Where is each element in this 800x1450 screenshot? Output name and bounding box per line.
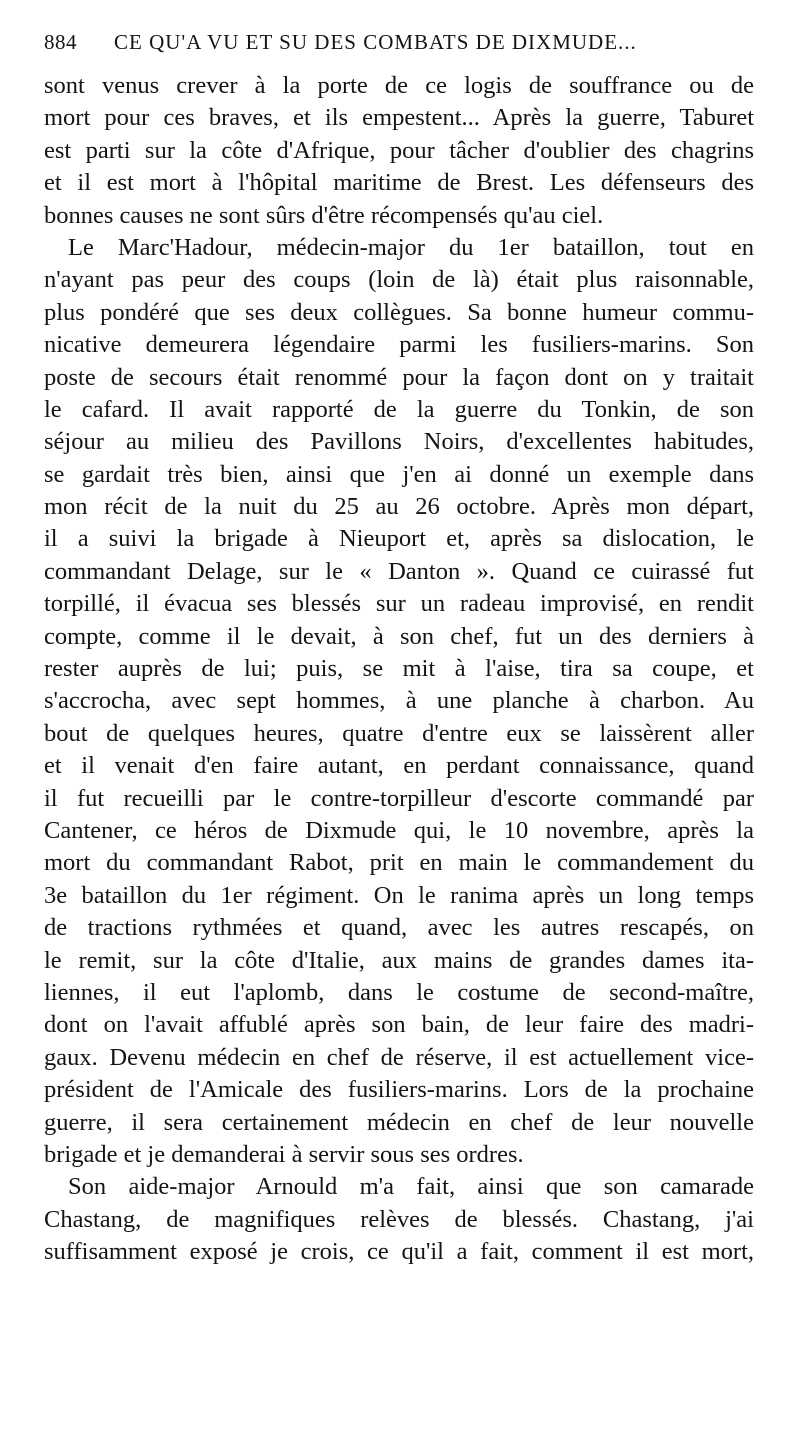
text-line: sont venus crever à la porte de ce logis de souffrance ou de <box>44 72 754 99</box>
running-title: CE QU'A VU ET SU DES COMBATS DE DIXMUDE... <box>114 30 637 54</box>
text-line: est parti sur la côte d'Afrique, pour tâcher d'oublier des chagrins <box>44 136 754 164</box>
text-line: liennes, il eut l'aplomb, dans le costume de second-maître, <box>44 978 754 1006</box>
text-line: le cafard. Il avait rapporté de la guerre du Tonkin, de son <box>44 395 754 423</box>
text-line: président de l'Amicale des fusiliers-marins. Lors de la prochaine <box>44 1076 754 1104</box>
text-line: nicative demeurera légendaire parmi les fusiliers-marins. Son <box>44 331 754 359</box>
text-line: se gardait très bien, ainsi que j'en ai donné un exemple dans <box>44 460 754 488</box>
text-line: il a suivi la brigade à Nieuport et, après sa dislocation, le <box>44 525 754 553</box>
body-text <box>44 70 754 1268</box>
text-line: n'ayant pas peur des coups (loin de là) était plus raisonnable, <box>44 266 754 294</box>
text-line: Le Marc'Hadour, médecin-major du 1er bataillon, tout en <box>68 233 754 261</box>
text-line: poste de secours était renommé pour la façon dont on y traitait <box>44 363 754 391</box>
text-line: séjour au milieu des Pavillons Noirs, d'excellentes habitudes, <box>44 428 754 456</box>
text-line: de tractions rythmées et quand, avec les autres rescapés, on <box>44 914 754 942</box>
text-line: mort du commandant Rabot, prit en main le commandement du <box>44 849 754 877</box>
text-line: il fut recueilli par le contre-torpilleur d'escorte commandé par <box>44 784 754 812</box>
page-number: 884 <box>44 30 77 54</box>
text-line: mon récit de la nuit du 25 au 26 octobre. Après mon départ, <box>44 493 754 521</box>
text-line: rester auprès de lui; puis, se mit à l'aise, tira sa coupe, et <box>44 655 754 683</box>
text-line: gaux. Devenu médecin en chef de réserve, il est actuellement vice- <box>44 1043 754 1071</box>
text-line: brigade et je demanderai à servir sous ses ordres. <box>44 1140 524 1168</box>
text-line: bonnes causes ne sont sûrs d'être récompensés qu'au ciel. <box>44 201 604 229</box>
text-line: commandant Delage, sur le « Danton ». Quand ce cuirassé fut <box>44 557 754 585</box>
text-line: Cantener, ce héros de Dixmude qui, le 10 novembre, après la <box>44 816 754 844</box>
book-page <box>44 30 754 1268</box>
text-line: compte, comme il le devait, à son chef, fut un des derniers à <box>44 622 754 650</box>
text-line: et il venait d'en faire autant, en perdant connaissance, quand <box>44 752 754 780</box>
text-line: guerre, il sera certainement médecin en chef de leur nouvelle <box>44 1108 754 1136</box>
text-line: Son aide-major Arnould m'a fait, ainsi que son camarade <box>68 1173 754 1201</box>
text-line: suffisamment exposé je crois, ce qu'il a fait, comment il est mort, <box>44 1238 754 1266</box>
text-line: 3e bataillon du 1er régiment. On le ranima après un long temps <box>44 881 754 909</box>
text-line: plus pondéré que ses deux collègues. Sa bonne humeur commu- <box>44 298 754 326</box>
text-line: s'accrocha, avec sept hommes, à une planche à charbon. Au <box>44 687 754 715</box>
text-line: bout de quelques heures, quatre d'entre eux se laissèrent aller <box>44 719 754 747</box>
running-head <box>44 30 754 70</box>
text-line: dont on l'avait affublé après son bain, de leur faire des madri- <box>44 1011 754 1039</box>
text-line: torpillé, il évacua ses blessés sur un radeau improvisé, en rendit <box>44 590 754 618</box>
text-line: mort pour ces braves, et ils empestent... Après la guerre, Taburet <box>44 104 754 132</box>
text-line: le remit, sur la côte d'Italie, aux mains de grandes dames ita- <box>44 946 754 974</box>
text-line: et il est mort à l'hôpital maritime de Brest. Les défenseurs des <box>44 169 754 197</box>
text-line: Chastang, de magnifiques relèves de blessés. Chastang, j'ai <box>44 1205 754 1233</box>
